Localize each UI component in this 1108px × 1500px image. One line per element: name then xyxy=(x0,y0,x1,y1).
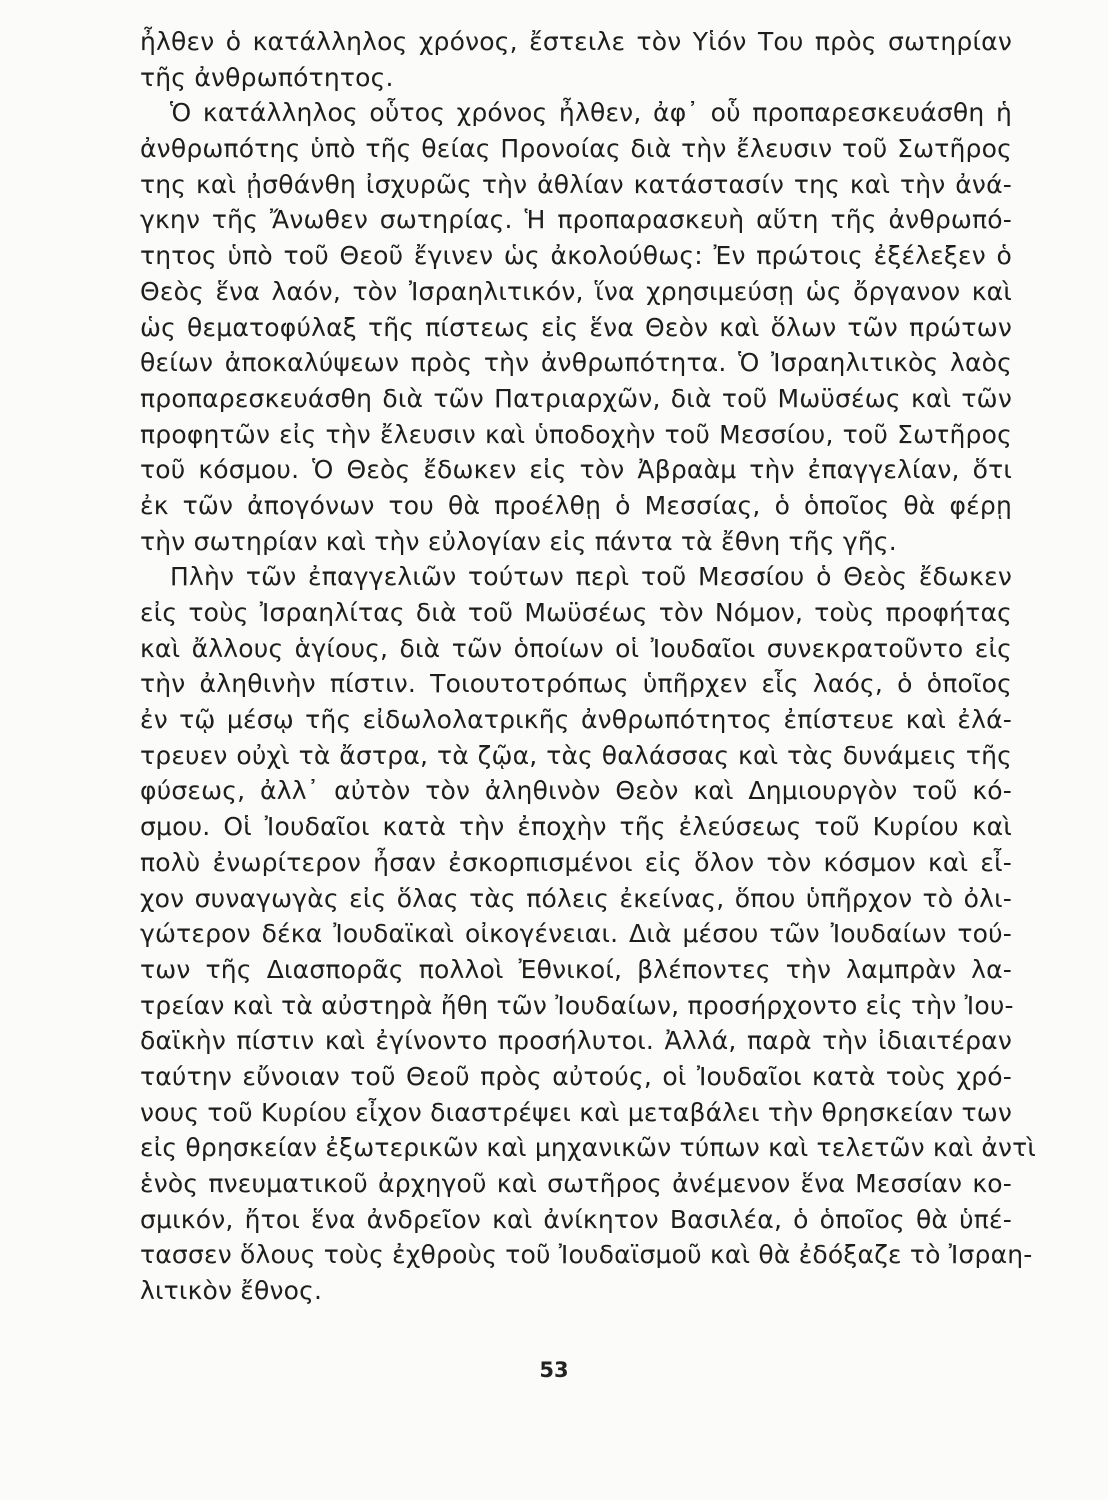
text-line: δαϊκὴν πίστιν καὶ ἐγίνοντο προσήλυτοι. Ἀλλά, παρὰ τὴν ἰδιαιτέραν xyxy=(140,1026,1012,1056)
text-line: φύσεως, ἀλλ᾽ αὐτὸν τὸν ἀληθινὸν Θεὸν καὶ Δημιουργὸν τοῦ κό- xyxy=(140,776,1012,806)
text-line: λιτικὸν ἔθνος. xyxy=(140,1276,323,1306)
text-line: νους τοῦ Κυρίου εἶχον διαστρέψει καὶ μεταβάλει τὴν θρησκείαν των xyxy=(140,1097,1012,1127)
text-line: προπαρεσκευάσθη διὰ τῶν Πατριαρχῶν, διὰ τοῦ Μωϋσέως καὶ τῶν xyxy=(140,383,1012,413)
text-line: τητος ὑπὸ τοῦ Θεοῦ ἔγινεν ὡς ἀκολούθως: Ἐν πρώτοις ἐξέλεξεν ὁ xyxy=(140,241,1012,271)
text-line: θείων ἀποκαλύψεων πρὸς τὴν ἀνθρωπότητα. Ὁ Ἰσραηλιτικὸς λαὸς xyxy=(140,348,1012,378)
text-line: τρευεν οὐχὶ τὰ ἄστρα, τὰ ζῷα, τὰς θαλάσσας καὶ τὰς δυνάμεις τῆς xyxy=(140,740,1012,770)
text-line: χον συναγωγὰς εἰς ὅλας τὰς πόλεις ἐκείνας, ὅπου ὑπῆρχον τὸ ὀλι- xyxy=(140,883,1012,913)
text-line: Πλὴν τῶν ἐπαγγελιῶν τούτων περὶ τοῦ Μεσσίου ὁ Θεὸς ἔδωκεν xyxy=(170,562,1012,592)
text-line: γκην τῆς Ἄνωθεν σωτηρίας. Ἡ προπαρασκευὴ αὕτη τῆς ἀνθρωπό- xyxy=(140,205,1012,235)
text-line: ἐκ τῶν ἀπογόνων του θὰ προέλθῃ ὁ Μεσσίας, ὁ ὁποῖος θὰ φέρῃ xyxy=(140,490,1012,520)
text-line: τῆς ἀνθρωπότητος. xyxy=(140,62,394,92)
text-line: τὴν ἀληθινὴν πίστιν. Τοιουτοτρόπως ὑπῆρχεν εἷς λαός, ὁ ὁποῖος xyxy=(140,669,1012,699)
text-line: σμικόν, ἤτοι ἕνα ἀνδρεῖον καὶ ἀνίκητον Βασιλέα, ὁ ὁποῖος θὰ ὑπέ- xyxy=(140,1204,1012,1234)
paragraph xyxy=(140,24,1012,95)
text-line: γώτερον δέκα Ἰουδαϊκαὶ οἰκογένειαι. Διὰ μέσου τῶν Ἰουδαίων τού- xyxy=(140,919,1012,949)
text-line: ἑνὸς πνευματικοῦ ἀρχηγοῦ καὶ σωτῆρος ἀνέμενον ἕνα Μεσσίαν κο- xyxy=(140,1169,1012,1198)
text-line: τρείαν καὶ τὰ αὐστηρὰ ἤθη τῶν Ἰουδαίων, προσήρχοντο εἰς τὴν Ἰου- xyxy=(140,990,1014,1020)
text-line: Ὁ κατάλληλος οὗτος χρόνος ἦλθεν, ἀφ᾽ οὗ προπαρεσκευάσθη ἡ xyxy=(170,98,1012,128)
text-line: εἰς θρησκείαν ἐξωτερικῶν καὶ μηχανικῶν τύπων καὶ τελετῶν καὶ ἀντὶ xyxy=(140,1133,1037,1163)
text-line: τοῦ κόσμου. Ὁ Θεὸς ἔδωκεν εἰς τὸν Ἀβραὰμ τὴν ἐπαγγελίαν, ὅτι xyxy=(140,455,1012,485)
text-line: σμου. Οἱ Ἰουδαῖοι κατὰ τὴν ἐποχὴν τῆς ἐλεύσεως τοῦ Κυρίου καὶ xyxy=(140,812,1012,842)
text-line: ὡς θεματοφύλαξ τῆς πίστεως εἰς ἕνα Θεὸν καὶ ὅλων τῶν πρώτων xyxy=(140,312,1012,342)
page-body-text xyxy=(140,24,1037,1309)
page-number: 53 xyxy=(539,1358,569,1382)
text-line: πολὺ ἐνωρίτερον ἦσαν ἐσκορπισμένοι εἰς ὅλον τὸν κόσμον καὶ εἶ- xyxy=(140,847,1012,877)
paragraph xyxy=(140,95,1012,559)
text-line: τὴν σωτηρίαν καὶ τὴν εὐλογίαν εἰς πάντα τὰ ἔθνη τῆς γῆς. xyxy=(140,526,897,556)
text-line: ταύτην εὔνοιαν τοῦ Θεοῦ πρὸς αὐτούς, οἱ Ἰουδαῖοι κατὰ τοὺς χρό- xyxy=(140,1061,1012,1091)
text-line: καὶ ἄλλους ἁγίους, διὰ τῶν ὁποίων οἱ Ἰουδαῖοι συνεκρατοῦντο εἰς xyxy=(140,633,1012,663)
text-line: εἰς τοὺς Ἰσραηλίτας διὰ τοῦ Μωϋσέως τὸν Νόμον, τοὺς προφήτας xyxy=(140,598,1012,627)
text-line: της καὶ ᾐσθάνθη ἰσχυρῶς τὴν ἀθλίαν κατάστασίν της καὶ τὴν ἀνά- xyxy=(140,169,1012,199)
text-line: προφητῶν εἰς τὴν ἔλευσιν καὶ ὑποδοχὴν τοῦ Μεσσίου, τοῦ Σωτῆρος xyxy=(140,419,1012,449)
text-line: ἀνθρωπότης ὑπὸ τῆς θείας Προνοίας διὰ τὴν ἔλευσιν τοῦ Σωτῆρος xyxy=(140,134,1012,164)
text-line: ἦλθεν ὁ κατάλληλος χρόνος, ἔστειλε τὸν Υἱόν Του πρὸς σωτηρίαν xyxy=(140,27,1012,56)
text-line: ἐν τῷ μέσῳ τῆς εἰδωλολατρικῆς ἀνθρωπότητος ἐπίστευε καὶ ἐλά- xyxy=(140,705,1012,735)
paragraph xyxy=(140,559,1037,1308)
text-line: των τῆς Διασπορᾶς πολλοὶ Ἐθνικοί, βλέποντες τὴν λαμπρὰν λα- xyxy=(140,954,1012,984)
text-line: Θεὸς ἕνα λαόν, τὸν Ἰσραηλιτικόν, ἵνα χρησιμεύσῃ ὡς ὄργανον καὶ xyxy=(140,276,1012,306)
text-line: τασσεν ὅλους τοὺς ἐχθροὺς τοῦ Ἰουδαϊσμοῦ καὶ θὰ ἐδόξαζε τὸ Ἰσραη- xyxy=(140,1240,1033,1270)
